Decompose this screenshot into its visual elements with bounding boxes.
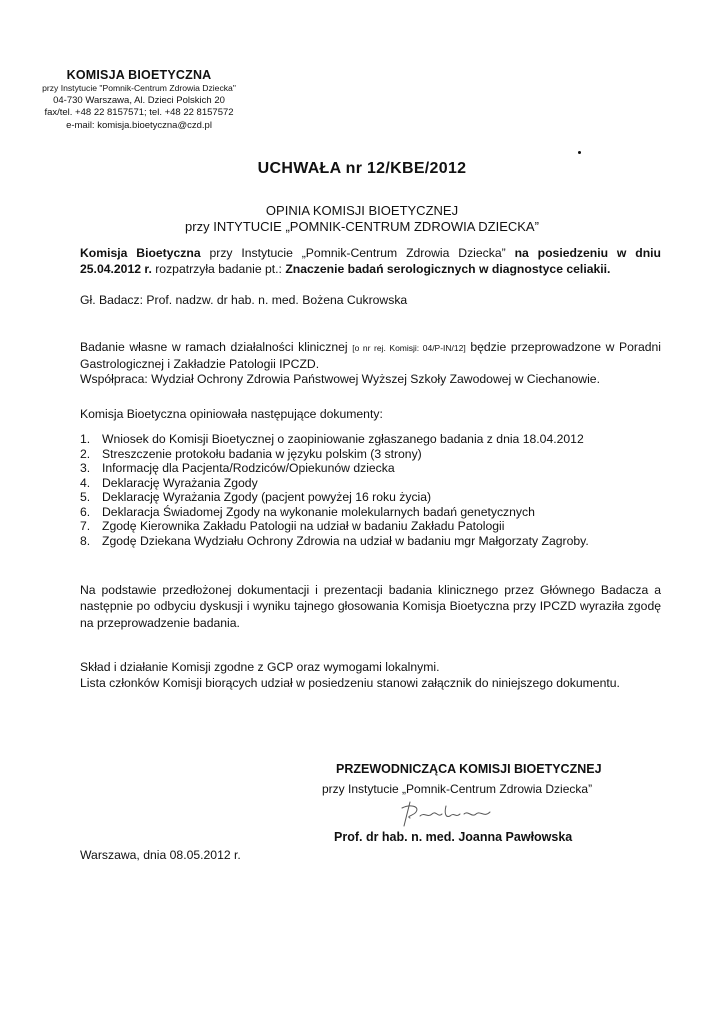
item-number: 1. (80, 432, 91, 446)
item-text: Zgodę Dziekana Wydziału Ochrony Zdrowia na udział w badaniu mgr Małgorzaty Zagroby. (102, 533, 589, 548)
item-number: 6. (80, 504, 91, 519)
stamp-email: e-mail: komisja.bioetyczna@czd.pl (66, 119, 212, 131)
handwritten-signature (380, 796, 500, 830)
item-number: 2. (80, 446, 91, 461)
item-text: Streszczenie protokołu badania w języku polskim (3 strony) (102, 446, 422, 461)
item-text: Wniosek do Komisji Bioetycznej o zaopiniowanie zgłaszanego badania z dnia 18.04.2012 (102, 432, 584, 446)
list-item (80, 461, 680, 476)
item-text: Deklarację Wyrażania Zgody (102, 475, 258, 490)
study-paragraph (80, 340, 661, 372)
item-number: 8. (80, 533, 91, 548)
cooperation-line: Współpraca: Wydział Ochrony Zdrowia Państwowej Wyższej Szkoły Zawodowej w Ciechanowie. (80, 372, 600, 386)
composition-line-1: Skład i działanie Komisji zgodne z GCP oraz wymogami lokalnymi. (80, 660, 440, 674)
item-number: 5. (80, 490, 91, 504)
item-text: Informację dla Pacjenta/Rodziców/Opiekunów dziecka (102, 461, 395, 475)
documents-list (80, 432, 680, 548)
intro-paragraph (80, 246, 661, 277)
item-text: Deklarację Wyrażania Zgody (pacjent powyżej 16 roku życia) (102, 490, 432, 504)
item-text: Deklaracja Świadomej Zgody na wykonanie molekularnych badań genetycznych (102, 504, 535, 519)
study-text-1: Badanie własne w ramach działalności klinicznej (80, 340, 353, 354)
signatory-name: Prof. dr hab. n. med. Joanna Pawłowska (334, 830, 573, 844)
intro-text-2: rozpatrzyła badanie pt.: (151, 261, 286, 276)
item-number: 4. (80, 475, 91, 490)
intro-meeting-date: na posiedzeniu w dniu 25.04.2012 r. (80, 246, 662, 276)
list-item (80, 447, 680, 462)
resolution-title: UCHWAŁA nr 12/KBE/2012 (257, 160, 467, 177)
registration-number: [o nr rej. Komisji: 04/P-IN/12] (352, 343, 466, 353)
ink-dot (578, 151, 581, 154)
item-number: 3. (80, 461, 91, 475)
documents-intro: Komisja Bioetyczna opiniowała następujące dokumenty: (80, 407, 383, 421)
decision-paragraph: Na podstawie przedłożonej dokumentacji i prezentacji badania klinicznego przez Głównego Badacza a następnie po odbyciu dyskusji i wyniku tajnego głosowania Komisja Bioetyczna przy IPCZD wyraziła zgodę na przeprowadzenie badania. (80, 583, 661, 630)
signatory-heading: PRZEWODNICZĄCA KOMISJI BIOETYCZNEJ (336, 762, 602, 776)
list-item (80, 476, 680, 491)
principal-investigator: Gł. Badacz: Prof. nadzw. dr hab. n. med. Bożena Cukrowska (80, 293, 408, 307)
composition-line-2: Lista członków Komisji biorących udział w posiedzeniu stanowi załącznik do niniejszego dokumentu. (80, 676, 620, 690)
stamp-institute: przy Instytucie "Pomnik-Centrum Zdrowia Dziecka" (42, 83, 236, 93)
list-item (80, 534, 680, 549)
list-item (80, 490, 680, 505)
intro-committee: Komisja Bioetyczna (80, 246, 201, 260)
item-number: 7. (80, 519, 91, 533)
institute-heading: przy INTYTUCIE „POMNIK-CENTRUM ZDROWIA DZIECKA” (185, 219, 539, 234)
opinion-heading: OPINIA KOMISJI BIOETYCZNEJ (265, 203, 459, 218)
item-text: Zgodę Kierownika Zakładu Patologii na udział w badaniu Zakładu Patologii (102, 519, 505, 533)
stamp-address: 04-730 Warszawa, Al. Dzieci Polskich 20 (53, 94, 225, 106)
list-item (80, 432, 680, 447)
study-text-2: będzie przeprowadzone w Poradni Gastrologicznej i Zakładzie Patologii IPCZD. (80, 340, 661, 371)
intro-text-1: przy Instytucie „Pomnik-Centrum Zdrowia Dziecka” (200, 246, 515, 260)
committee-stamp (34, 68, 244, 132)
stamp-phone: fax/tel. +48 22 8157571; tel. +48 22 8157572 (44, 107, 234, 118)
stamp-title: KOMISJA BIOETYCZNA (66, 68, 212, 82)
list-item (80, 505, 680, 520)
study-title: Znaczenie badań serologicznych w diagnostyce celiakii. (285, 261, 611, 276)
list-item (80, 519, 680, 534)
place-date: Warszawa, dnia 08.05.2012 r. (80, 848, 241, 862)
signatory-institute: przy Instytucie „Pomnik-Centrum Zdrowia Dziecka” (322, 782, 593, 796)
